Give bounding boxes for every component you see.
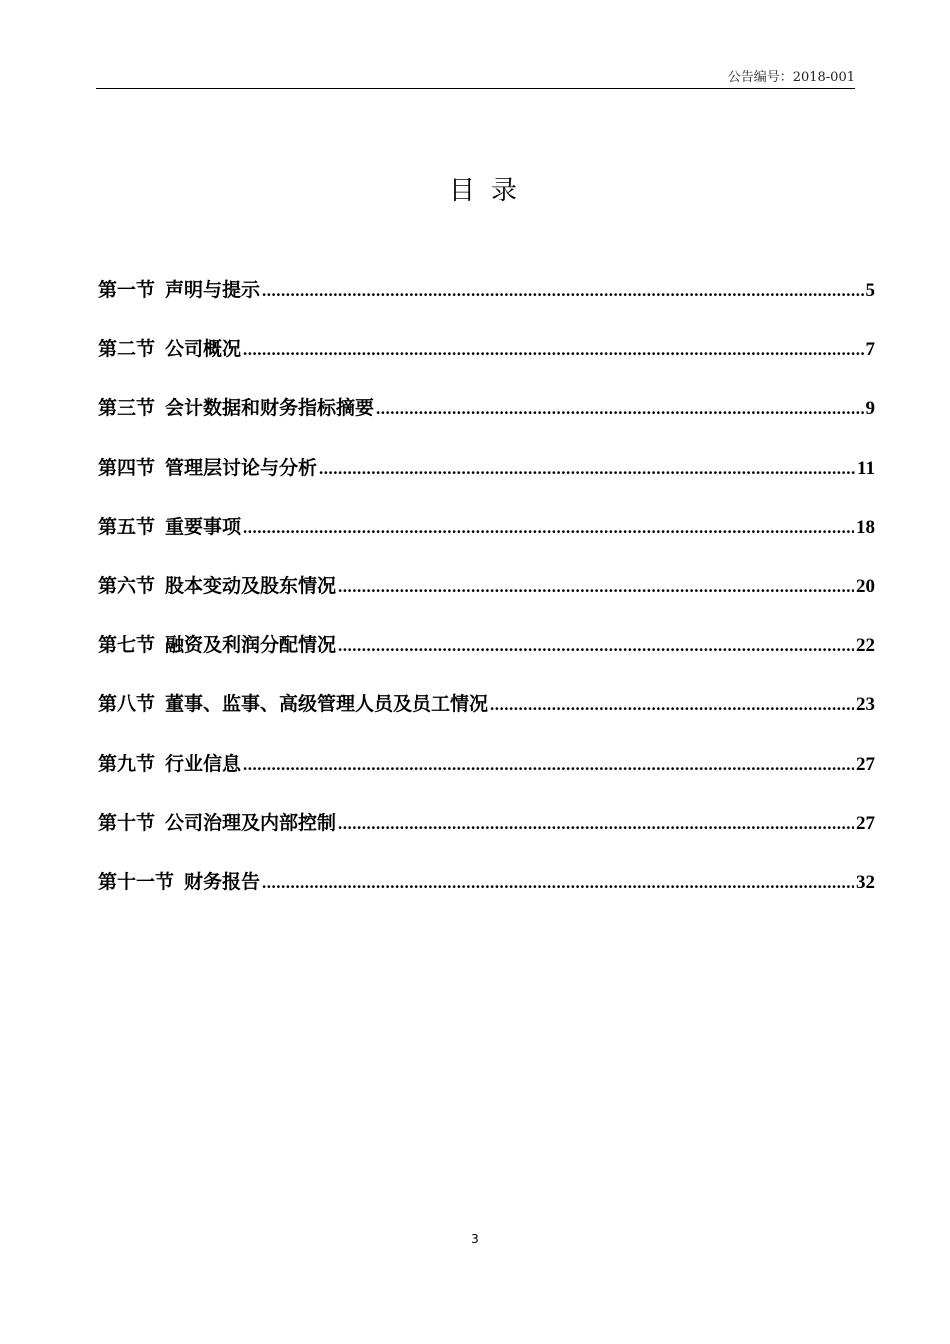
toc-leader-dots (338, 636, 854, 656)
toc-section-title: 重要事项 (165, 515, 242, 538)
toc-entry[interactable] (98, 808, 875, 867)
toc-section-title: 融资及利润分配情况 (165, 634, 337, 657)
toc-entry-label (98, 334, 241, 361)
toc-section-number: 第一节 (98, 279, 156, 301)
table-of-contents (98, 275, 875, 926)
toc-entry-label (98, 867, 260, 894)
toc-section-title: 管理层讨论与分析 (165, 456, 318, 479)
toc-leader-dots (490, 695, 854, 715)
toc-leader-dots (338, 577, 854, 597)
announcement-number: 公告编号：2018-001 (727, 70, 855, 85)
toc-section-title: 会计数据和财务指标摘要 (165, 397, 375, 420)
toc-entry-label (98, 512, 241, 539)
toc-section-number: 第八节 (98, 693, 156, 716)
toc-entry-label (98, 808, 336, 835)
toc-entry[interactable] (98, 512, 875, 571)
toc-page-number: 20 (856, 575, 875, 597)
toc-leader-dots (262, 873, 854, 893)
toc-page-number: 7 (865, 339, 875, 361)
toc-leader-dots (243, 518, 854, 538)
toc-leader-dots (319, 459, 855, 479)
toc-leader-dots (262, 281, 863, 301)
toc-entry[interactable] (98, 275, 875, 334)
toc-leader-dots (243, 340, 863, 360)
toc-leader-dots (338, 814, 854, 834)
toc-entry-label (98, 571, 336, 598)
toc-entry-label (98, 453, 317, 480)
toc-page-number: 22 (856, 635, 875, 657)
toc-page-number: 32 (856, 871, 875, 893)
toc-entry[interactable] (98, 571, 875, 630)
toc-section-title: 公司治理及内部控制 (165, 811, 337, 834)
toc-entry-label (98, 393, 374, 420)
toc-title: 目录 (448, 176, 533, 206)
toc-section-title: 公司概况 (165, 338, 242, 361)
toc-page-number: 23 (856, 694, 875, 716)
toc-section-number: 第十一节 (98, 870, 175, 893)
toc-entry-label (98, 749, 241, 776)
toc-page-number: 27 (856, 753, 875, 775)
toc-entry[interactable] (98, 393, 875, 452)
toc-entry[interactable] (98, 630, 875, 689)
toc-entry[interactable] (98, 749, 875, 808)
toc-section-number: 第六节 (98, 574, 156, 597)
toc-page-number: 9 (865, 398, 875, 420)
toc-entry[interactable] (98, 689, 875, 748)
toc-page-number: 18 (856, 516, 875, 538)
toc-entry[interactable] (98, 867, 875, 926)
toc-leader-dots (243, 755, 854, 775)
toc-section-title: 声明与提示 (165, 279, 261, 301)
toc-page-number: 5 (865, 280, 875, 301)
header-divider (96, 88, 855, 89)
toc-section-title: 行业信息 (165, 752, 242, 775)
toc-entry-label (98, 275, 260, 302)
toc-section-title: 财务报告 (184, 870, 261, 893)
toc-section-title: 股本变动及股东情况 (165, 574, 337, 597)
toc-section-number: 第十节 (98, 811, 156, 834)
toc-entry[interactable] (98, 334, 875, 393)
toc-page-number: 27 (856, 812, 875, 834)
toc-entry-label (98, 630, 336, 657)
toc-section-number: 第四节 (98, 456, 156, 479)
toc-section-number: 第九节 (98, 752, 156, 775)
toc-section-number: 第三节 (98, 397, 156, 420)
toc-leader-dots (376, 399, 863, 419)
toc-page-number: 11 (857, 457, 875, 479)
toc-entry-label (98, 689, 488, 716)
toc-section-number: 第五节 (98, 515, 156, 538)
toc-entry[interactable] (98, 453, 875, 512)
toc-section-number: 第七节 (98, 634, 156, 657)
toc-section-title: 董事、监事、高级管理人员及员工情况 (165, 693, 489, 716)
toc-section-number: 第二节 (98, 338, 156, 361)
page-number: 3 (471, 1232, 479, 1246)
